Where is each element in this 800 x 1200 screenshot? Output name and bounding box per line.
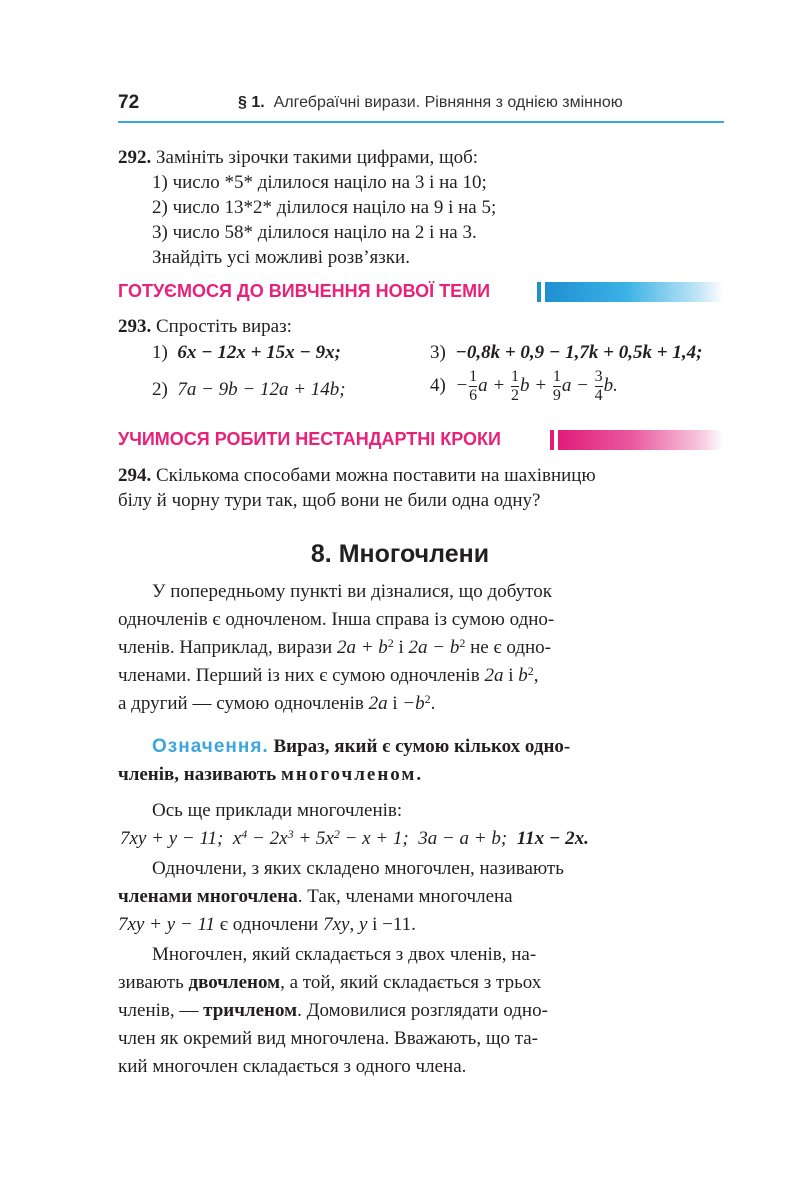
item-expression: −0,8k + 0,9 − 1,7k + 0,5k + 1,4; xyxy=(455,342,703,363)
exercise-294-line-2: білу й чорну тури так, щоб вони не били одна одну? xyxy=(118,490,541,511)
paragraph-4-line-4: член як окремий вид многочлена. Вважають, що та- xyxy=(118,1028,539,1049)
fraction: $\frac{1}{2}$ xyxy=(510,368,519,405)
exercise-292-final: Знайдіть усі можливі розв’язки. xyxy=(152,247,410,268)
polynomial-examples xyxy=(120,828,589,850)
paragraph-1-line-3: членів. Наприклад, вирази $2a + b^2$ і $2a - b^2$ не є одно- xyxy=(118,636,551,658)
exercise-292-prompt xyxy=(118,147,478,169)
exercise-number: 293. xyxy=(118,316,152,337)
term-binomial: двочленом xyxy=(188,972,281,993)
exercise-number: 292. xyxy=(118,147,152,168)
expr-term: a + xyxy=(478,375,506,396)
banner-separator xyxy=(537,282,541,302)
header-rule xyxy=(118,121,724,123)
exercise-text: Спростіть вираз: xyxy=(156,316,292,337)
banner-bar xyxy=(545,282,724,302)
definition-line-2: членів, називають многочленом. xyxy=(118,764,422,785)
definition-label: Означення. xyxy=(152,736,269,757)
example-3: 3a − a + b; xyxy=(418,828,508,849)
term-members: членами многочлена xyxy=(118,886,298,907)
item-label: 2) xyxy=(152,379,168,400)
example-2: $x^4 - 2x^3 + 5x^2 - x + 1$; xyxy=(232,827,409,849)
page-number: 72 xyxy=(118,92,140,113)
banner-nonstandard xyxy=(118,427,724,453)
paragraph-3-line-2: членами многочлена. Так, членами многочлена xyxy=(118,886,513,907)
exercise-292-item-2: 2) число 13*2* ділилося націло на 9 і на 5; xyxy=(152,197,497,218)
fraction: $\frac{3}{4}$ xyxy=(594,368,603,405)
expr-term: a − xyxy=(561,375,589,396)
item-label: 3) xyxy=(430,342,446,363)
exercise-292-item-1: 1) число *5* ділилося націло на 3 і на 10; xyxy=(152,172,487,193)
expr-term: b. xyxy=(603,375,618,396)
item-label: 1) xyxy=(152,342,168,363)
item-expression: 6x − 12x + 15x − 9x; xyxy=(177,342,342,363)
exercise-294-line-1 xyxy=(118,465,596,487)
exercise-293-item-3 xyxy=(430,342,702,364)
item-expression: 7a − 9b − 12a + 14b; xyxy=(177,379,346,400)
paragraph-1-line-5: а другий — сумою одночленів 2a $і -b^2$. xyxy=(118,692,436,714)
exercise-text: Скількома способами можна поставити на шахівницю xyxy=(156,465,596,486)
definition-line-1: Означення. Вираз, який є сумою кількох одно- xyxy=(152,736,571,757)
expr-term: − xyxy=(455,375,469,396)
example-4: 11x − 2x. xyxy=(516,828,589,849)
paragraph-1-line-1: У попередньому пункті ви дізналися, що добуток xyxy=(152,581,552,602)
exercise-number: 294. xyxy=(118,465,152,486)
paragraph-2-line-1: Ось ще приклади многочленів: xyxy=(152,800,403,821)
term-polynomial: многочленом xyxy=(280,764,417,785)
paragraph-3-line-3: 7xy + y − 11 є одночлени 7xy, y і −11. xyxy=(118,914,416,935)
exercise-292-item-3: 3) число 58* ділилося націло на 2 і на 3. xyxy=(152,222,477,243)
banner-bar xyxy=(558,430,724,450)
running-header xyxy=(238,94,623,112)
exercise-293-prompt xyxy=(118,316,292,338)
paragraph-4-line-2: зивають двочленом, а той, який складається з трьох xyxy=(118,972,542,993)
term-trinomial: тричленом xyxy=(203,1000,298,1021)
exercise-text: Замініть зірочки такими цифрами, щоб: xyxy=(156,147,479,168)
paragraph-1-line-4: членами. Перший із них є сумою одночленів 2a і $b^2$, xyxy=(118,664,539,686)
paragraph-4-line-5: кий многочлен складається з одного члена. xyxy=(118,1056,467,1077)
chapter-title: Алгебраїчні вирази. Рівняння з однією змінною xyxy=(273,94,623,111)
exercise-293-item-1 xyxy=(152,342,341,364)
paragraph-3-line-1: Одночлени, з яких складено многочлен, називають xyxy=(152,858,564,879)
banner-new-topic xyxy=(118,279,724,305)
section-title: 8. Многочлени xyxy=(310,540,490,568)
fraction: $\frac{1}{6}$ xyxy=(469,368,478,405)
banner-label: ГОТУЄМОСЯ ДО ВИВЧЕННЯ НОВОЇ ТЕМИ xyxy=(118,281,491,301)
section-mark: § 1. xyxy=(238,94,265,111)
item-label: 4) xyxy=(430,375,446,396)
banner-label: УЧИМОСЯ РОБИТИ НЕСТАНДАРТНІ КРОКИ xyxy=(118,429,501,449)
paragraph-4-line-3: членів, — тричленом. Домовилися розглядати одно- xyxy=(118,1000,548,1021)
paragraph-1-line-2: одночленів є одночленом. Інша справа із сумою одно- xyxy=(118,609,555,630)
example-1: 7xy + y − 11; xyxy=(120,828,224,849)
fraction: $\frac{1}{9}$ xyxy=(552,368,561,405)
paragraph-4-line-1: Многочлен, який складається з двох членів, на- xyxy=(152,944,537,965)
exercise-293-item-4 xyxy=(430,366,618,406)
banner-separator xyxy=(550,430,554,450)
expr-term: b + xyxy=(519,375,548,396)
exercise-293-item-2 xyxy=(152,379,346,401)
